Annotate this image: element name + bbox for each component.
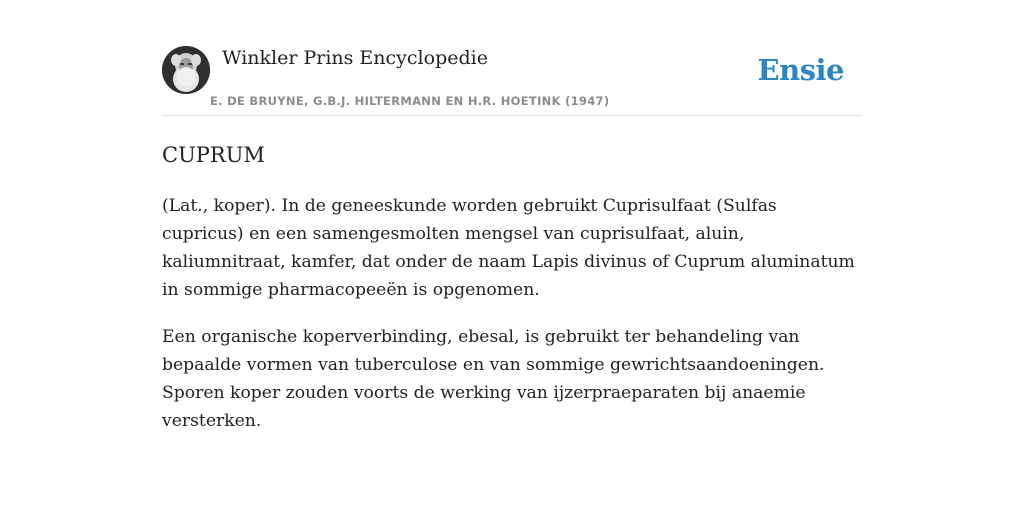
article-paragraph: (Lat., koper). In de geneeskunde worden gebruikt Cuprisulfaat (Sulfas cupricus) en een samengesmolten mengsel van cuprisulfaat, aluin, kaliumnitraat, kamfer, dat onder de naam Lapis divinus of Cuprum aluminatum in sommige pharmacopeeën is opgenomen. — [162, 196, 855, 300]
article-title: CUPRUM — [162, 143, 265, 167]
article-paragraph: Een organische koperverbinding, ebesal, is gebruikt ter behandeling van bepaalde vormen van tuberculose en van sommige gewrichtsaandoeningen. Sporen koper zouden voorts de werking van ijzerpraeparaten bij anaemie versterken. — [162, 327, 825, 431]
article — [162, 138, 862, 435]
ensie-logo[interactable]: Ensie — [757, 53, 844, 87]
source-header — [162, 46, 862, 116]
portrait-icon — [162, 46, 210, 94]
source-authors: E. DE BRUYNE, G.B.J. HILTERMANN EN H.R. HOETINK (1947) — [210, 94, 610, 108]
author-avatar[interactable] — [162, 46, 210, 94]
source-title[interactable]: Winkler Prins Encyclopedie — [222, 47, 488, 69]
